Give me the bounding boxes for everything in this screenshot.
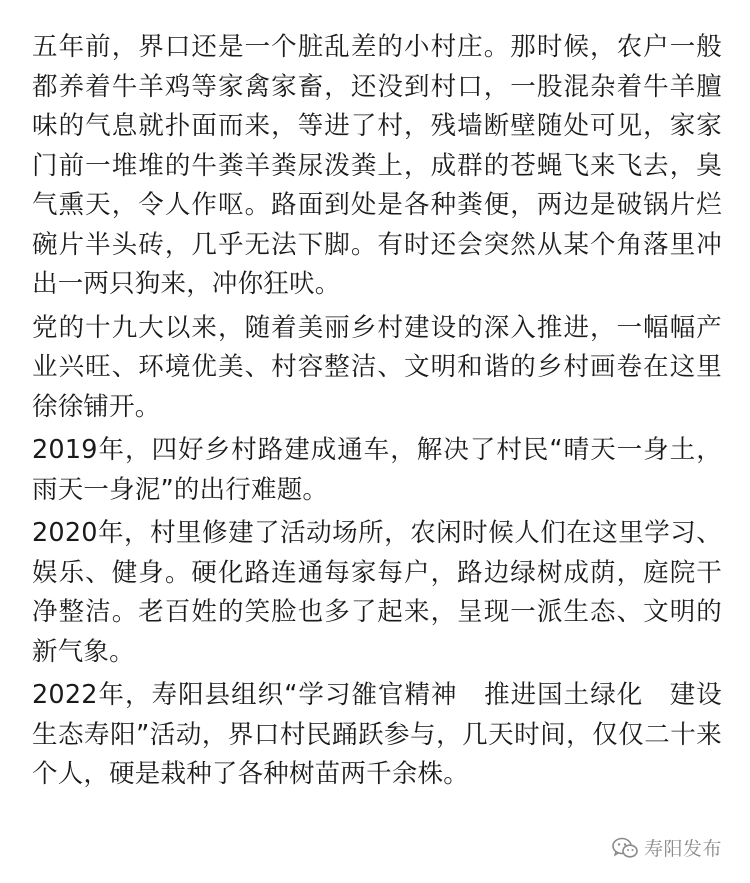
paragraph-4: 2020年，村里修建了活动场所，农闲时候人们在这里学习、娱乐、健身。硬化路连通每家每户，路边绿树成荫，庭院干净整洁。老百姓的笑脸也多了起来，呈现一派生态、文明的新气象。 xyxy=(32,518,722,667)
article-body xyxy=(32,28,722,799)
paragraph-3: 2019年，四好乡村路建成通车，解决了村民“晴天一身土，雨天一身泥”的出行难题。 xyxy=(32,435,722,505)
paragraph-2: 党的十九大以来，随着美丽乡村建设的深入推进，一幅幅产业兴旺、环境优美、村容整洁、文明和谐的乡村画卷在这里徐徐铺开。 xyxy=(32,312,722,422)
source-watermark xyxy=(612,834,722,861)
watermark-text: 寿阳发布 xyxy=(643,838,722,860)
paragraph-1: 五年前，界口还是一个脏乱差的小村庄。那时候，农户一般都养着牛羊鸡等家禽家畜，还没到村口，一股混杂着牛羊膻味的气息就扑面而来，等进了村，残墙断壁随处可见，家家门前一堆堆的牛粪羊粪尿泼粪上，成群的苍蝇飞来飞去，臭气熏天，令人作呕。路面到处是各种粪便，两边是破锅片烂碗片半头砖，几乎无法下脚。有时还会突然从某个角落里冲出一两只狗来，冲你狂吠。 xyxy=(32,32,722,299)
paragraph-5: 2022年，寿阳县组织“学习雒官精神 推进国土绿化 建设生态寿阳”活动，界口村民踊跃参与，几天时间，仅仅二十来个人，硬是栽种了各种树苗两千余株。 xyxy=(32,680,722,789)
wechat-icon xyxy=(612,837,638,859)
